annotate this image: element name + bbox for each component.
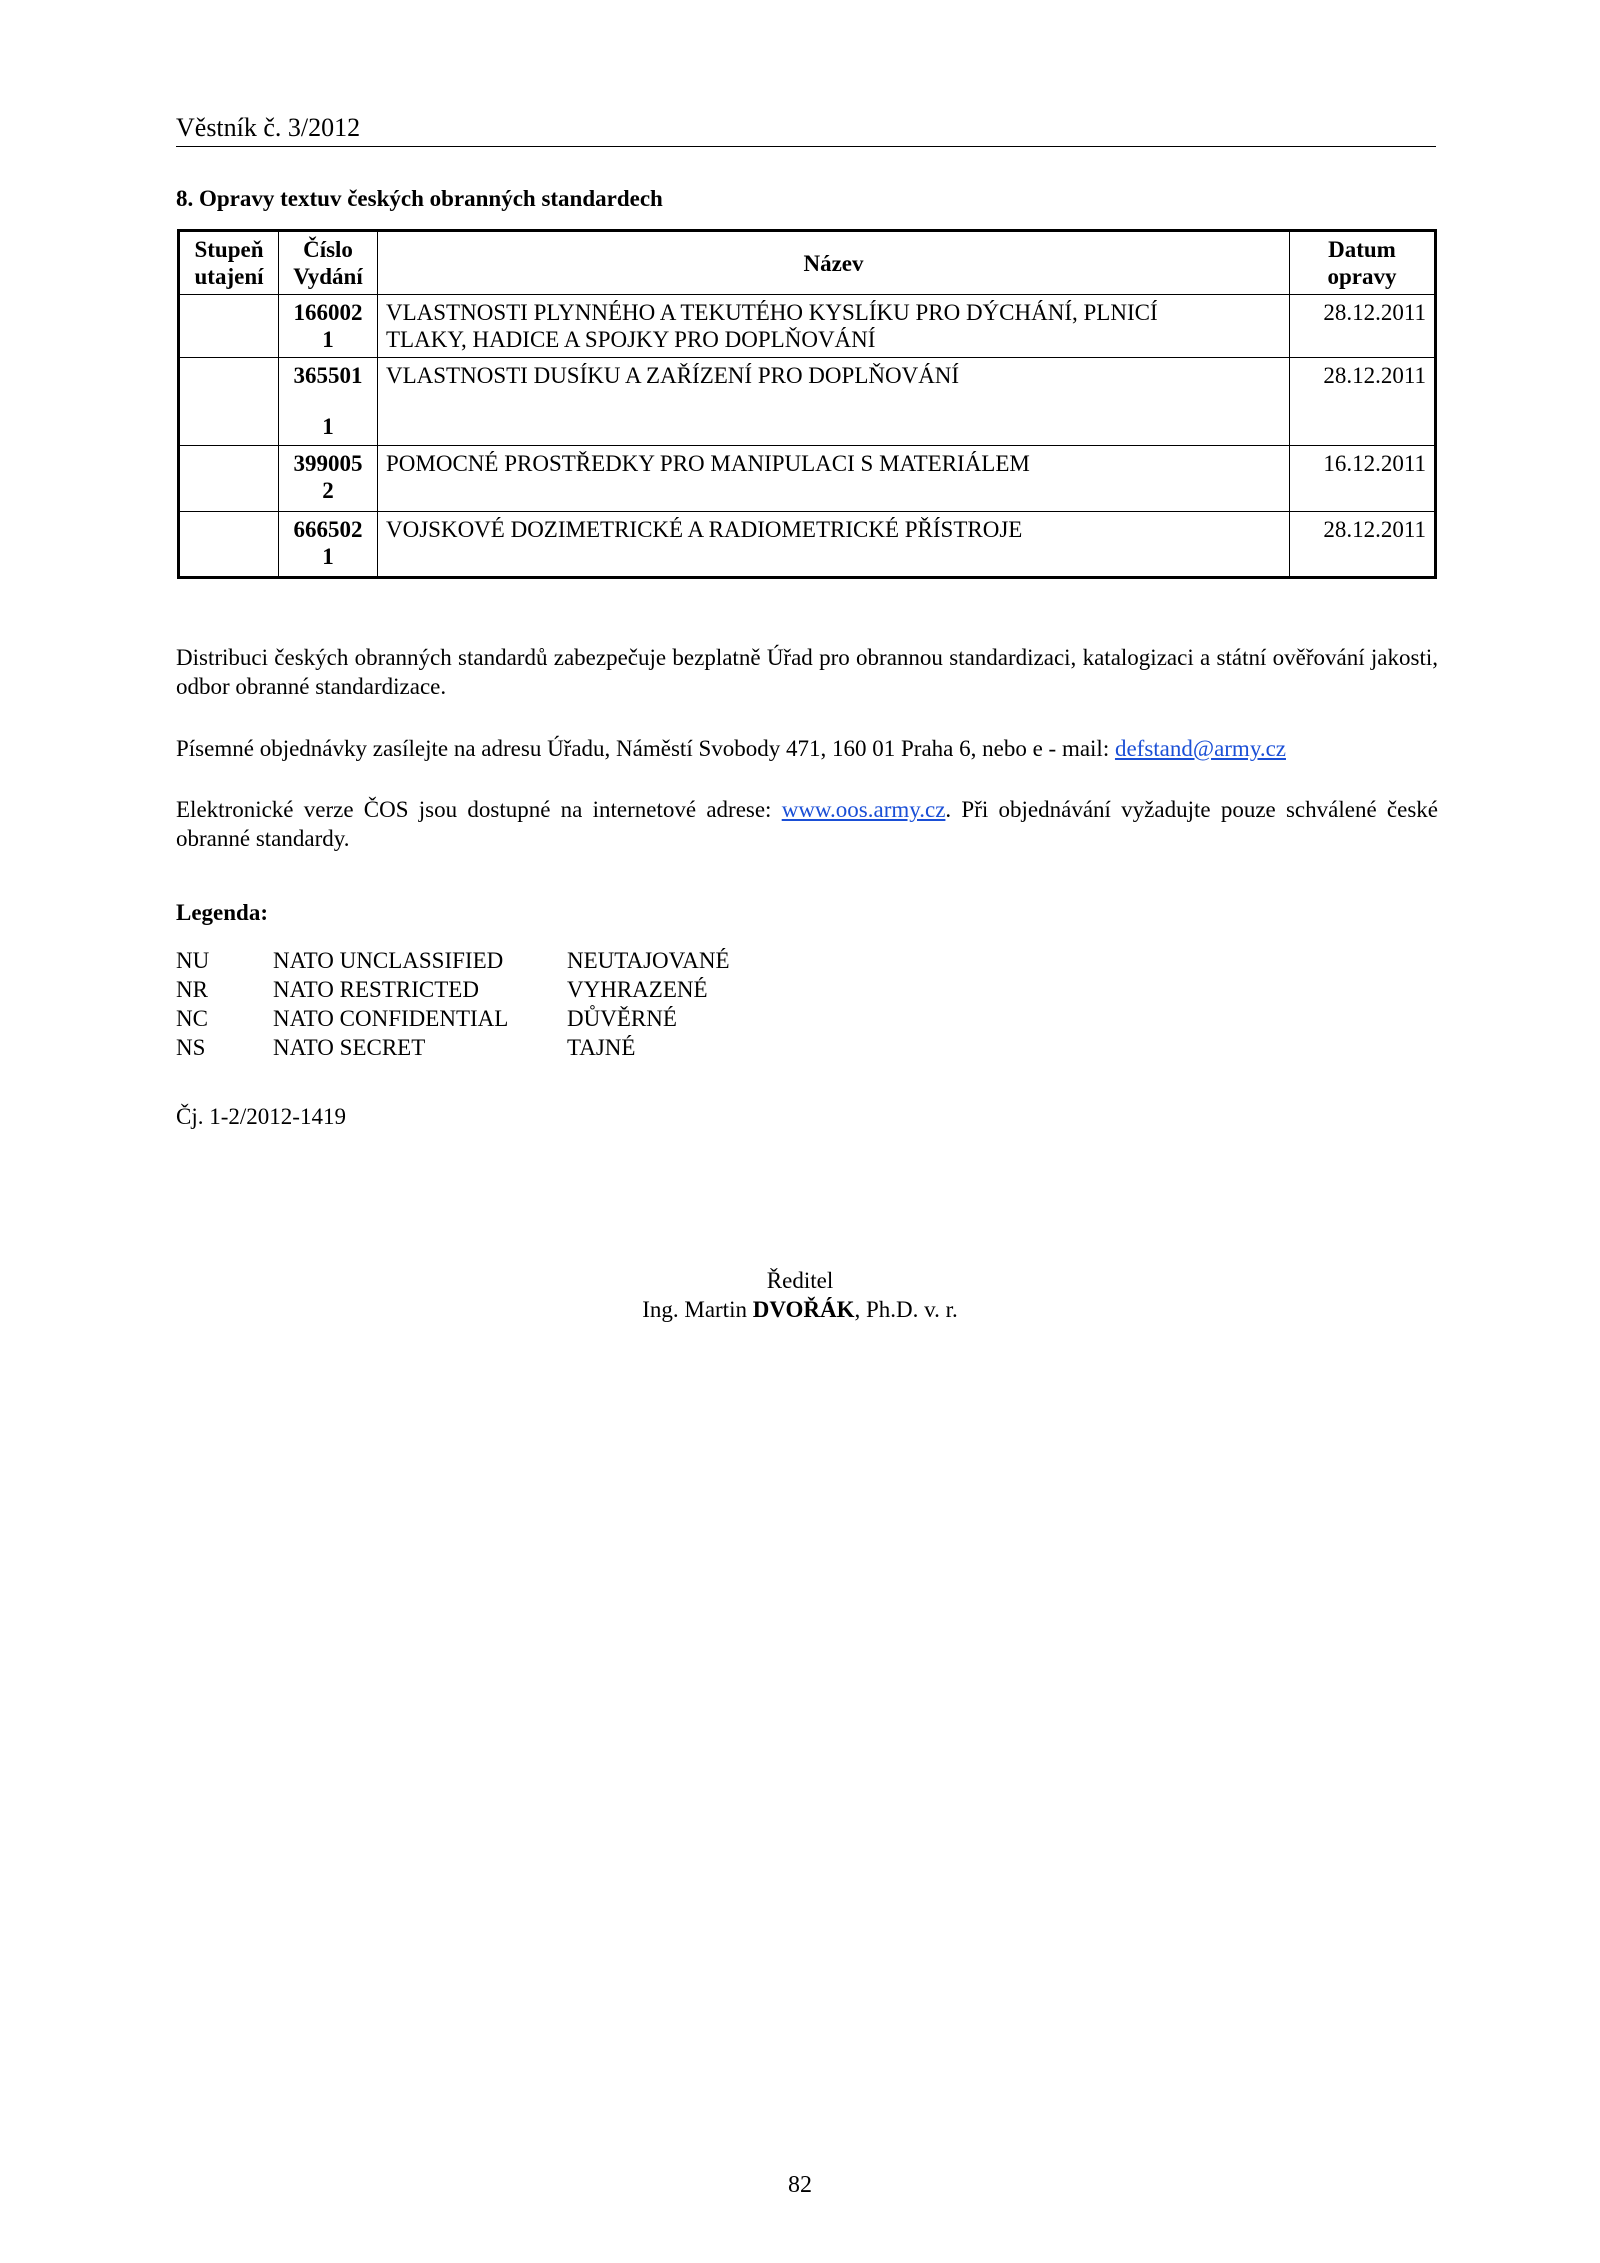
header-number: Číslo Vydání xyxy=(279,231,378,295)
table-header-row xyxy=(179,231,1436,295)
cell-level xyxy=(179,512,279,578)
list-item: NS NATO SECRET TAJNÉ xyxy=(176,1035,636,1060)
signature-block xyxy=(0,1266,1600,1324)
header-divider xyxy=(176,146,1436,147)
header-level: Stupeň utajení xyxy=(179,231,279,295)
page-number: 82 xyxy=(788,2172,812,2198)
legend-list xyxy=(176,946,730,1062)
cell-number: 166002 1 xyxy=(279,295,378,358)
standards-table xyxy=(177,229,1437,579)
cell-date: 16.12.2011 xyxy=(1290,446,1436,512)
cell-name: VOJSKOVÉ DOZIMETRICKÉ A RADIOMETRICKÉ PŘÍSTROJE xyxy=(378,512,1290,578)
distribution-paragraph: Distribuci českých obranných standardů zabezpečuje bezplatně Úřad pro obrannou standardizaci, katalogizaci a státní ověřování jakosti, odbor obranné standardizace. xyxy=(176,645,1438,699)
cell-level xyxy=(179,358,279,446)
table-row xyxy=(179,295,1436,358)
cell-name: VLASTNOSTI DUSÍKU A ZAŘÍZENÍ PRO DOPLŇOVÁNÍ xyxy=(378,358,1290,446)
bulletin-title: Věstník č. 3/2012 xyxy=(176,113,361,142)
signature-role: Ředitel xyxy=(766,1268,834,1293)
list-item: NC NATO CONFIDENTIAL DŮVĚRNÉ xyxy=(176,1006,677,1031)
orders-paragraph: Písemné objednávky zasílejte na adresu Úřadu, Náměstí Svobody 471, 160 01 Praha 6, nebo e - mail: defstand@army.cz xyxy=(176,736,1286,761)
section-title: 8. Opravy textuv českých obranných standardech xyxy=(176,186,663,211)
table-row xyxy=(179,358,1436,446)
cell-date: 28.12.2011 xyxy=(1290,358,1436,446)
header-date: Datum opravy xyxy=(1290,231,1436,295)
cell-level xyxy=(179,295,279,358)
list-item: NR NATO RESTRICTED VYHRAZENÉ xyxy=(176,977,708,1002)
website-link[interactable]: www.oos.army.cz xyxy=(781,797,946,822)
cell-level xyxy=(179,446,279,512)
cell-name: POMOCNÉ PROSTŘEDKY PRO MANIPULACI S MATERIÁLEM xyxy=(378,446,1290,512)
legend-title: Legenda: xyxy=(176,900,268,925)
header-name: Název xyxy=(378,231,1290,295)
cell-date: 28.12.2011 xyxy=(1290,512,1436,578)
list-item: NU NATO UNCLASSIFIED NEUTAJOVANÉ xyxy=(176,948,730,973)
cell-date: 28.12.2011 xyxy=(1290,295,1436,358)
cell-number: 399005 2 xyxy=(279,446,378,512)
signature-name: Ing. Martin DVOŘÁK, Ph.D. v. r. xyxy=(642,1297,958,1322)
reference-number: Čj. 1-2/2012-1419 xyxy=(176,1104,346,1129)
table-row xyxy=(179,446,1436,512)
cell-number: 666502 1 xyxy=(279,512,378,578)
table-row xyxy=(179,512,1436,578)
electronic-paragraph: Elektronické verze ČOS jsou dostupné na internetové adrese: www.oos.army.cz. Při objednávání vyžadujte pouze schválené české obranné standardy. xyxy=(176,797,1438,851)
cell-name: VLASTNOSTI PLYNNÉHO A TEKUTÉHO KYSLÍKU PRO DÝCHÁNÍ, PLNICÍ TLAKY, HADICE A SPOJKY PRO DOPLŇOVÁNÍ xyxy=(378,295,1290,358)
cell-number: 365501 1 xyxy=(279,358,378,446)
email-link[interactable]: defstand@army.cz xyxy=(1114,736,1286,761)
